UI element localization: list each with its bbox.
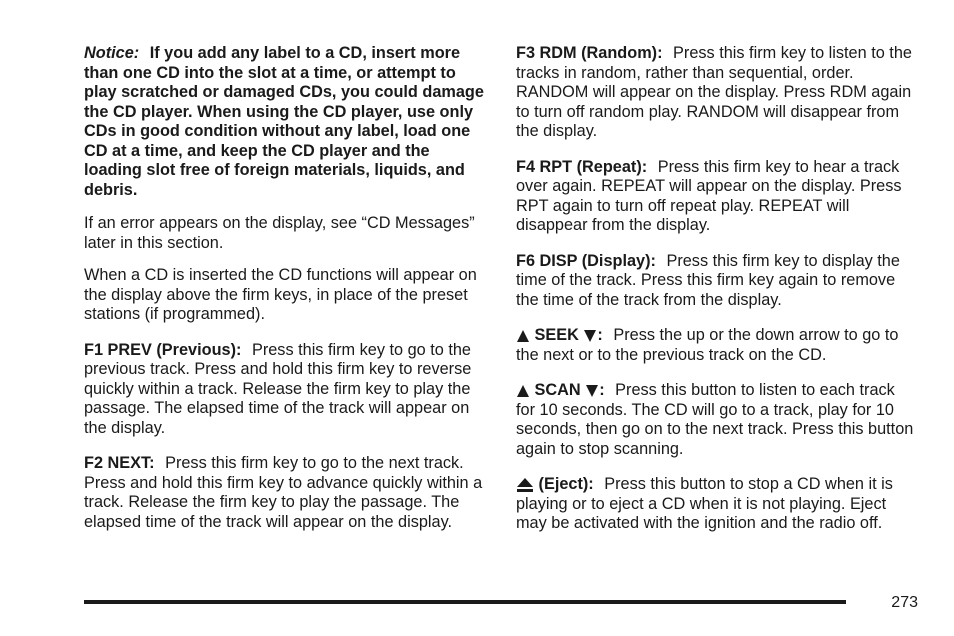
seek-paragraph <box>516 326 914 365</box>
seek-colon: : <box>597 326 603 344</box>
right-column <box>516 44 914 534</box>
f3-text: Press this firm key to listen to the tracks in random, rather than sequential, order. RANDOM will appear on the display. Press RDM again to turn off random play. RANDOM will disappear from the display. <box>516 44 912 140</box>
seek-label: SEEK <box>534 326 579 344</box>
down-triangle-icon <box>583 329 597 343</box>
scan-text: Press this button to listen to each track for 10 seconds. The CD will go to a track, play for 10 seconds, then go on to the next track. Press this button again to stop scanning. <box>516 381 914 458</box>
scan-colon: : <box>599 381 605 399</box>
eject-label: (Eject): <box>538 475 594 493</box>
scan-label: SCAN <box>534 381 581 399</box>
f6-label: F6 DISP (Display): <box>516 251 656 270</box>
f2-text: Press this firm key to go to the next track. Press and hold this firm key to advance quickly within a track. Release the firm key to play the passage. The elapsed time of the track will appear on the display. <box>84 454 483 531</box>
left-column <box>84 44 489 532</box>
up-triangle-icon <box>516 384 530 398</box>
down-triangle-icon <box>585 384 599 398</box>
f1-label: F1 PREV (Previous): <box>84 340 242 359</box>
f4-label: F4 RPT (Repeat): <box>516 157 648 176</box>
page-number: 273 <box>891 594 918 611</box>
error-paragraph: If an error appears on the display, see “CD Messages” later in this section. <box>84 214 475 252</box>
f2-label: F2 NEXT: <box>84 454 155 472</box>
notice-label: Notice: <box>84 44 140 62</box>
eject-text: Press this button to stop a CD when it is playing or to eject a CD when it is not playing. Eject may be activated with the ignition and the radio off. <box>516 475 893 532</box>
f2-paragraph <box>84 454 489 532</box>
f1-text: Press this firm key to go to the previous track. Press and hold this firm key to reverse quickly within a track. Release the firm key to play the passage. The elapsed time of the track will appear on the display. <box>84 340 472 437</box>
f6-paragraph <box>516 252 914 311</box>
f6-text: Press this firm key to display the time of the track. Press this firm key again to remove the time of the track from the display. <box>516 251 900 309</box>
notice-paragraph <box>84 44 489 200</box>
scan-paragraph <box>516 381 914 459</box>
up-triangle-icon <box>516 329 530 343</box>
footer-rule <box>84 600 846 604</box>
f4-paragraph <box>516 158 914 236</box>
f1-paragraph <box>84 341 489 439</box>
eject-icon <box>516 477 534 493</box>
seek-text: Press the up or the down arrow to go to the next or to the previous track on the CD. <box>516 326 899 364</box>
inserted-paragraph: When a CD is inserted the CD functions will appear on the display above the firm keys, in place of the preset stations (if programmed). <box>84 266 477 323</box>
f3-paragraph <box>516 44 914 142</box>
f4-text: Press this firm key to hear a track over again. REPEAT will appear on the display. Press RPT again to turn off repeat play. REPEAT will disappear from the display. <box>516 157 902 234</box>
notice-text: If you add any label to a CD, insert more than one CD into the slot at a time, or attempt to play scratched or damaged CDs, you could damage the CD player. When using the CD player, use only CDs in good condition without any label, load one CD at a time, and keep the CD player and the loading slot free of foreign materials, liquids, and debris. <box>84 44 484 199</box>
f3-label: F3 RDM (Random): <box>516 44 663 62</box>
eject-paragraph <box>516 475 914 534</box>
